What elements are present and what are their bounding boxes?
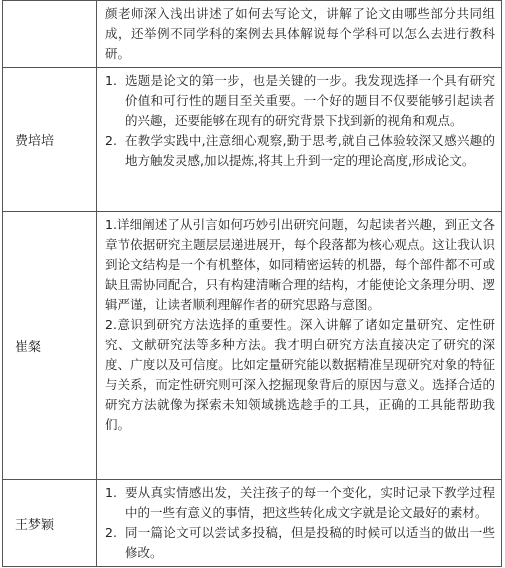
name-cell (3, 1, 97, 68)
name-cell: 王梦颖 (3, 480, 97, 567)
list-text: 要从真实情感出发，关注孩子的每一个变化，实时记录下教学过程中的一些有意义的事情，把这些转化成文字就是论文最好的素材。 (125, 485, 495, 520)
numbered-list (105, 71, 495, 171)
reflection-table (2, 0, 502, 567)
list-item (105, 131, 495, 171)
content-cell (97, 212, 502, 480)
list-text: 同一篇论文可以尝试多投稿，但是投稿的时候可以适当的做出一些修改。 (125, 525, 495, 560)
table-row (3, 480, 502, 567)
list-item (105, 483, 495, 523)
table-row (3, 1, 502, 68)
name-cell: 费培培 (3, 68, 97, 212)
paragraph: 2.意识到研究方法选择的重要性。深入讲解了诸如定量研究、定性研究、文献研究法等多种方法。我才明白研究方法直接决定了研究的深度、广度以及可信度。比如定量研究能以数据精准呈现研究对象的特征与关系，而定性研究则可深入挖掘现象背后的原因与意义。选择合适的研究方法就像为探索未知领域挑选趁手的工具，正确的工具能帮助我们。 (105, 317, 495, 432)
paragraph: 颜老师深入浅出讲述了如何去写论文，讲解了论文由哪些部分共同组成，还举例不同学科的案例去具体解说每个学科可以怎么去进行教科研。 (105, 6, 495, 61)
list-number: 1. (105, 73, 117, 88)
list-number: 2. (105, 133, 117, 148)
table-row (3, 68, 502, 212)
list-item (105, 71, 495, 131)
content-cell (97, 480, 502, 567)
list-number: 2. (105, 525, 117, 540)
paragraph: 1.详细阐述了从引言如何巧妙引出研究问题，勾起读者兴趣，到正文各章节依据研究主题层层递进展开，每个段落都为核心观点。这让我认识到论文结构是一个有机整体，如同精密运转的机器，每个部件都不可或缺且需协同配合，只有构建清晰合理的结构，才能使论文条理分明、逻辑严谨，让读者顺利理解作者的研究思路与意图。 (105, 217, 495, 312)
list-text: 选题是论文的第一步，也是关键的一步。我发现选择一个具有研究价值和可行性的题目至关重要。一个好的题目不仅要能够引起读者的兴趣，还要能够在现有的研究背景下找到新的视角和观点。 (125, 73, 495, 128)
table-row (3, 212, 502, 480)
name-cell: 崔粲 (3, 212, 97, 480)
content-cell (97, 68, 502, 212)
numbered-list (105, 483, 495, 563)
list-text: 在教学实践中,注意细心观察,勤于思考,就自己体验较深又感兴趣的地方触发灵感,加以提炼,将其上升到一定的理论高度,形成论文。 (125, 133, 495, 168)
list-item (105, 523, 495, 563)
content-cell (97, 1, 502, 68)
list-number: 1. (105, 485, 117, 500)
